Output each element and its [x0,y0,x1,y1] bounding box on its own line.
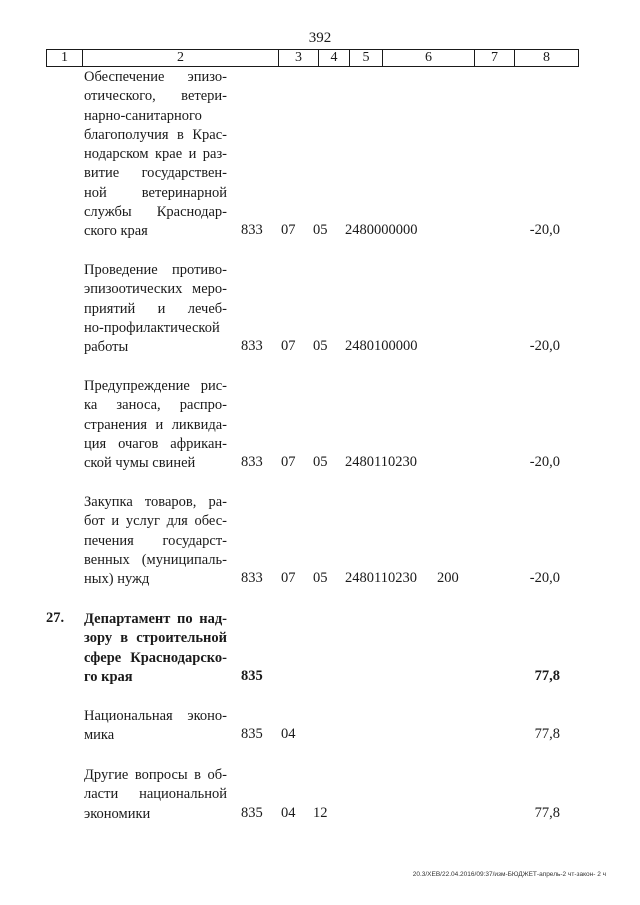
row-c3: 833 [241,454,263,471]
row-name-line: Обеспечение эпизо- [84,69,227,85]
row-c6: 2480100000 [345,338,418,355]
row-c6: 2480000000 [345,222,418,239]
row-name [84,377,227,473]
row-number: 27. [46,610,65,626]
row-name-line: эпизоотических меро- [84,281,227,298]
row-c3: 833 [241,222,263,239]
row-name-line: нодарском крае и раз- [84,146,227,163]
row-c4: 07 [281,570,296,587]
row-name-line: экономики [84,805,151,822]
row-name-line: зору в строительной [84,630,227,647]
row-name-line: приятий и лечеб- [84,300,227,317]
row-name-line: ной ветеринарной [84,184,227,201]
row-name-line: печения государст- [84,532,227,549]
row-name [84,707,227,746]
row-c3: 835 [241,726,263,743]
row-c8: 77,8 [534,726,560,743]
row-name-line: витие государствен- [84,165,227,182]
header-col-6: 6 [383,50,475,66]
row-name [84,766,227,824]
row-name [84,493,227,589]
row-name-line: мика [84,727,115,744]
row-name-line: ция очагов африкан- [84,435,227,452]
row-name-line: сфере Краснодарско- [84,649,227,666]
row-c3: 835 [241,804,263,821]
row-name-line: Предупреждение рис- [84,378,227,394]
row-name-line: ласти национальной [84,786,227,803]
row-c8: -20,0 [529,338,560,355]
row-name-line: го края [84,668,133,685]
footer-stamp: 20.3/ХЕВ/22.04.2016/09:37/изм-БЮДЖЕТ-апрель-2 чт-закон- 2 ч [412,871,606,878]
row-name-line: работы [84,339,129,356]
row-c5: 05 [313,454,328,471]
row-name-line: службы Краснодар- [84,204,227,221]
row-c3: 833 [241,570,263,587]
row-name-line: отического, ветери- [84,88,227,105]
row-name-line: ных) нужд [84,571,150,588]
row-c8: 77,8 [534,667,560,684]
row-c4: 07 [281,454,296,471]
row-name-line: Проведение противо- [84,262,227,278]
row-name-line: но-профилактической [84,319,220,336]
table-header [46,49,579,67]
row-c8: -20,0 [529,454,560,471]
row-name [84,261,227,357]
row-name-line: ка заноса, распро- [84,397,227,414]
row-name [84,68,227,242]
row-name [84,610,227,687]
header-col-1: 1 [47,50,83,66]
row-c4: 07 [281,222,296,239]
header-col-2: 2 [83,50,279,66]
row-c5: 05 [313,222,328,239]
row-name-line: Департамент по над- [84,611,227,627]
row-name-line: Закупка товаров, ра- [84,494,227,510]
header-col-8: 8 [543,50,550,65]
header-col-5: 5 [350,50,383,66]
row-c4: 04 [281,804,296,821]
row-c6: 2480110230 [345,454,417,471]
header-col-3: 3 [279,50,319,66]
row-c4: 04 [281,726,296,743]
row-c5: 12 [313,804,328,821]
row-c4: 07 [281,338,296,355]
row-name-line: Другие вопросы в об- [84,767,227,783]
row-c8: -20,0 [529,570,560,587]
row-c5: 05 [313,570,328,587]
row-name-line: ской чумы свиней [84,455,196,472]
row-name-line: ского края [84,223,148,240]
row-name-line: странения и ликвида- [84,416,227,433]
row-c3: 833 [241,338,263,355]
row-c3: 835 [241,667,263,684]
header-col-4: 4 [319,50,350,66]
row-name-line: нарно-санитарного [84,107,202,124]
row-c6: 2480110230 [345,570,417,587]
row-name-line: Национальная эконо- [84,708,227,724]
row-name-line: венных (муниципаль- [84,551,227,568]
header-col-7: 7 [475,50,515,66]
row-c5: 05 [313,338,328,355]
row-name-line: бот и услуг для обес- [84,513,227,530]
row-name-line: благополучия в Крас- [84,126,227,143]
row-c8: -20,0 [529,222,560,239]
page-number: 392 [308,30,332,46]
row-c7: 200 [437,570,459,587]
row-c8: 77,8 [534,804,560,821]
